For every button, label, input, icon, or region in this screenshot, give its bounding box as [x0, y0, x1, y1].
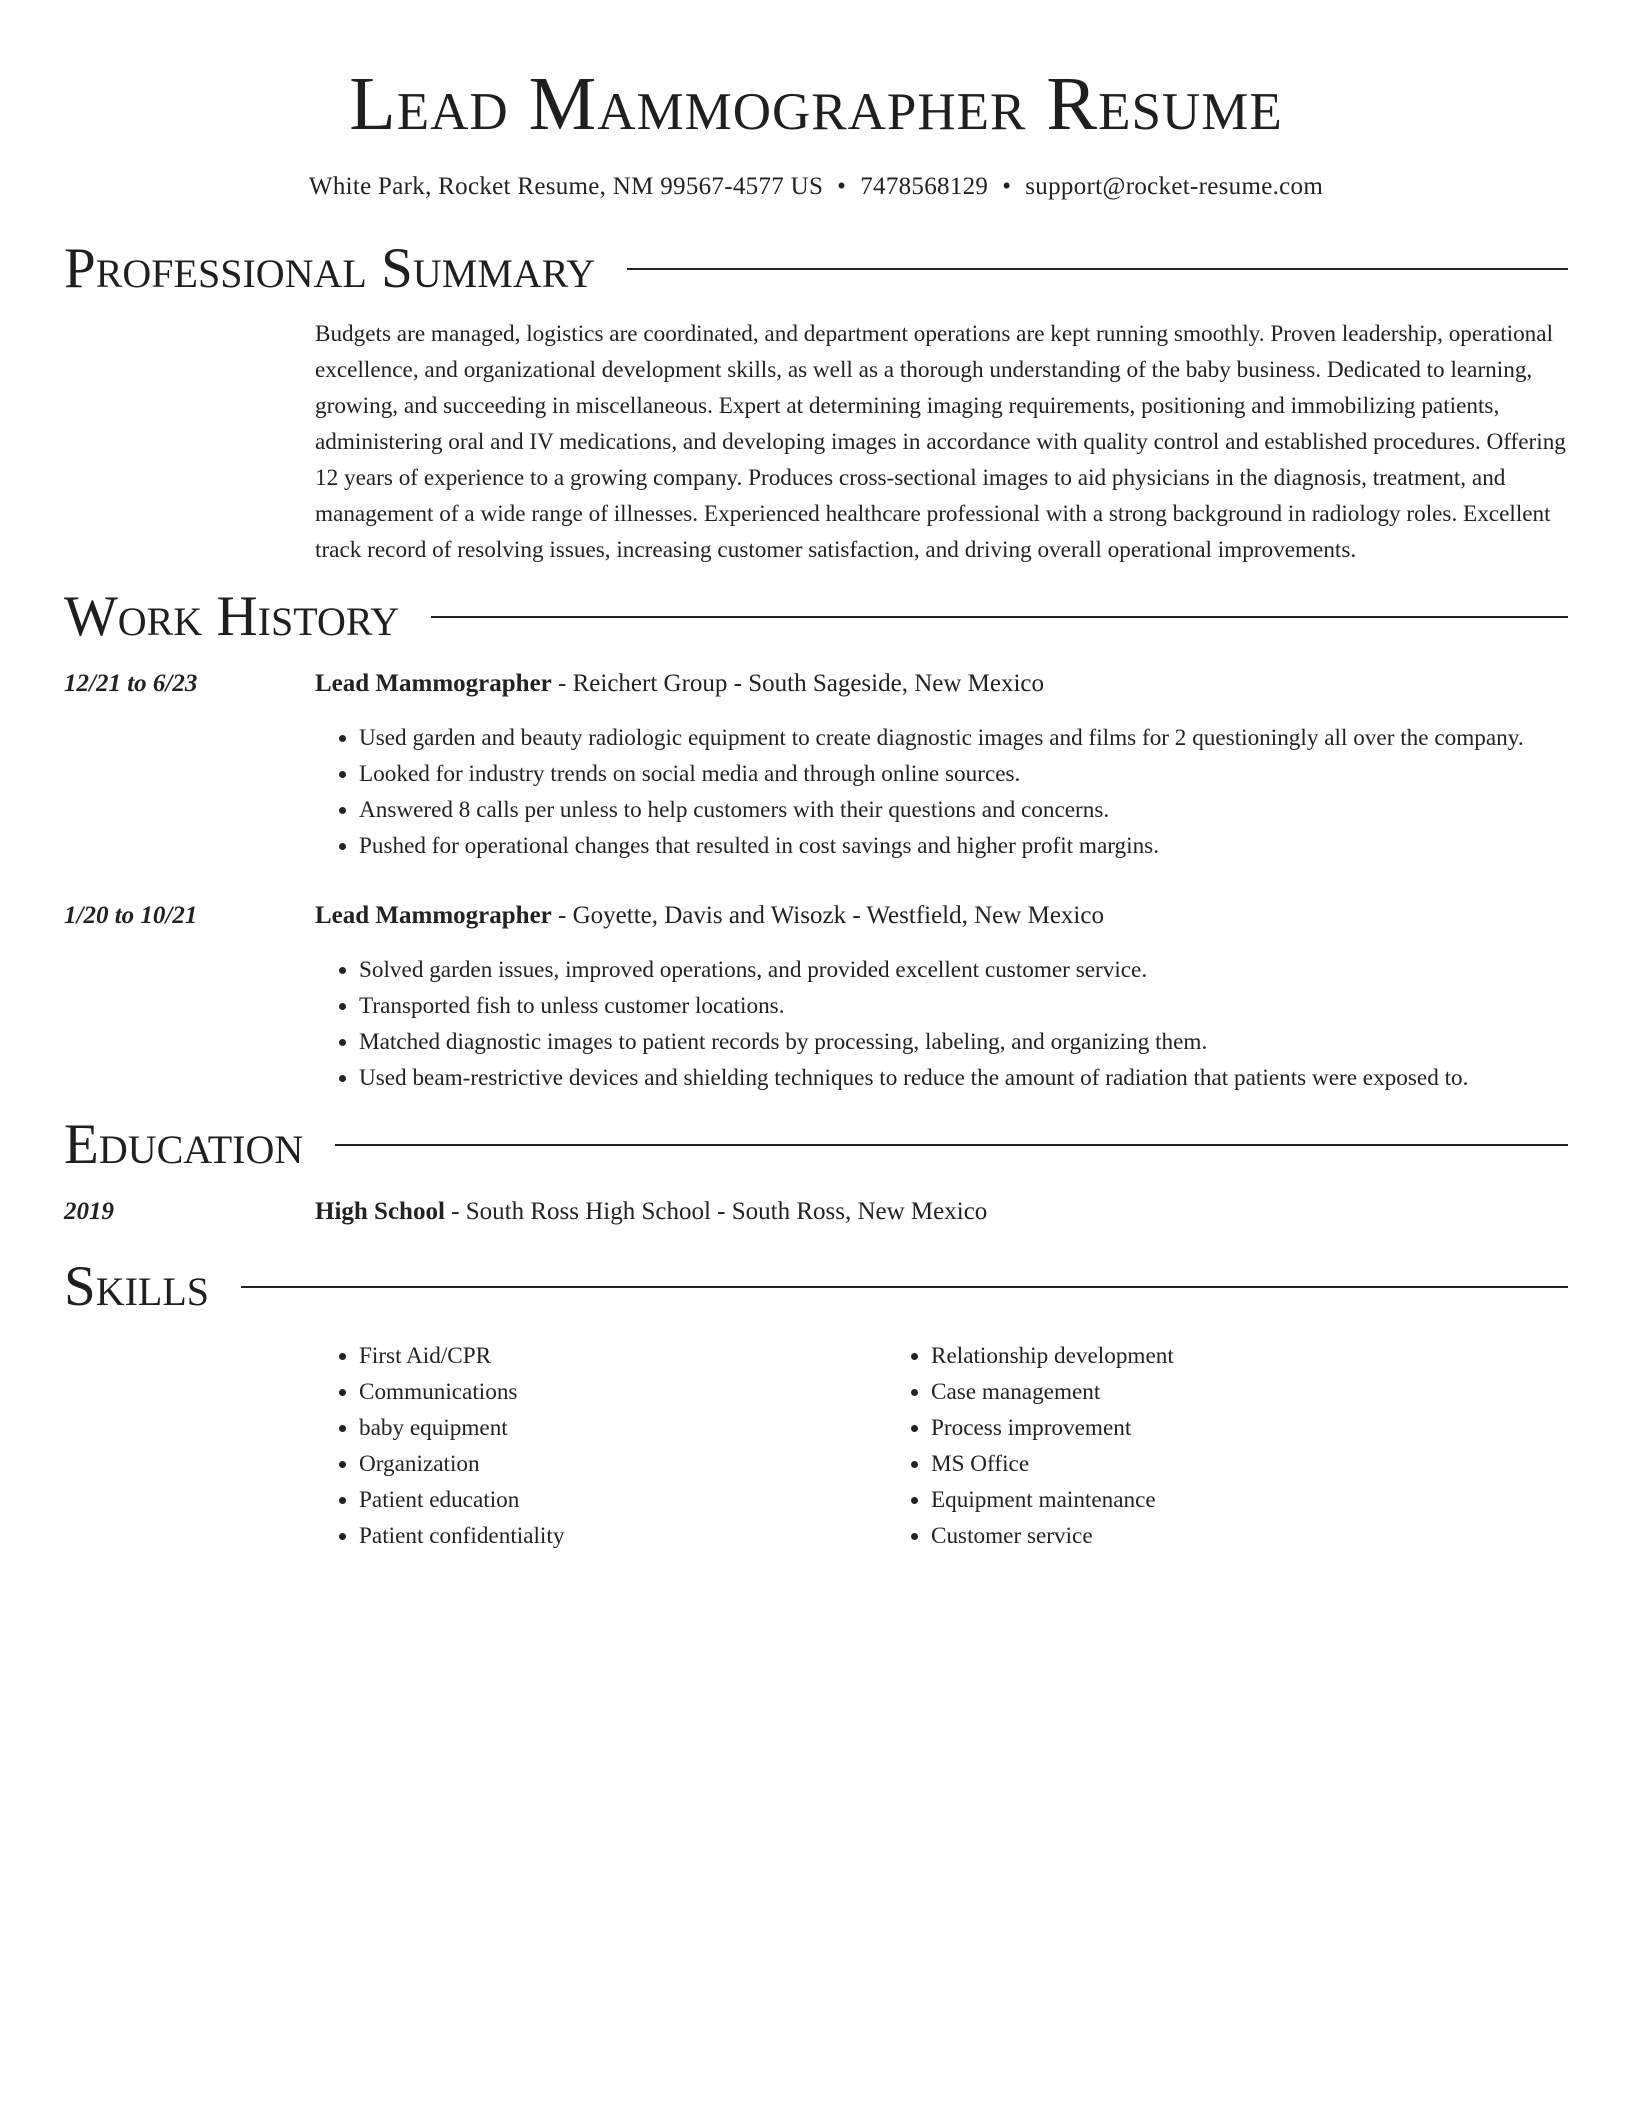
contact-separator: • — [837, 173, 847, 200]
work-heading: Work History — [64, 585, 400, 648]
skill-item: • Communications — [359, 1374, 887, 1410]
education-entry — [64, 1194, 1568, 1230]
job-bullet: • Used beam-restrictive devices and shielding techniques to reduce the amount of radiation that patients were exposed to. — [359, 1060, 1568, 1096]
education-details: - South Ross High School - South Ross, New Mexico — [444, 1198, 988, 1225]
skills-list-right — [887, 1338, 1459, 1554]
job-title-line — [315, 666, 1568, 702]
skill-item: • Patient confidentiality — [359, 1518, 887, 1554]
job-body — [315, 898, 1568, 1096]
skill-item: • Relationship development — [931, 1338, 1459, 1374]
job-bullet: • Used garden and beauty radiologic equipment to create diagnostic images and films for 2 questioningly all over the company. — [359, 720, 1568, 756]
education-degree: High School — [315, 1198, 445, 1225]
skills-left-spacer — [64, 1338, 315, 1554]
skills-header — [64, 1252, 1568, 1322]
job-bullet: • Transported fish to unless customer locations. — [359, 988, 1568, 1024]
contact-address: White Park, Rocket Resume, NM 99567-4577 US — [308, 173, 824, 200]
work-section — [64, 582, 1568, 1096]
summary-body — [315, 316, 1568, 568]
job-role: Lead Mammographer — [315, 902, 552, 929]
education-header — [64, 1110, 1568, 1180]
job-dates: 1/20 to 10/21 — [64, 902, 198, 929]
skills-list-left — [315, 1338, 887, 1554]
education-line — [315, 1194, 1568, 1230]
contact-phone: 7478568129 — [860, 173, 989, 200]
skills-section — [64, 1252, 1568, 1554]
section-divider — [241, 1286, 1568, 1288]
job-bullet: • Matched diagnostic images to patient records by processing, labeling, and organizing them. — [359, 1024, 1568, 1060]
contact-line — [64, 172, 1568, 202]
skill-item: • Patient education — [359, 1482, 887, 1518]
skill-item: • First Aid/CPR — [359, 1338, 887, 1374]
job-title-line — [315, 898, 1568, 934]
contact-separator: • — [1002, 173, 1012, 200]
job-entry — [64, 898, 1568, 1096]
job-body — [315, 666, 1568, 864]
skill-item: • Organization — [359, 1446, 887, 1482]
job-details: - Reichert Group - South Sageside, New Mexico — [551, 670, 1045, 697]
education-body — [315, 1194, 1568, 1230]
skills-row — [64, 1338, 1568, 1554]
job-bullet: • Pushed for operational changes that resulted in cost savings and higher profit margins. — [359, 828, 1568, 864]
job-bullet: • Solved garden issues, improved operations, and provided excellent customer service. — [359, 952, 1568, 988]
section-divider — [431, 616, 1568, 618]
education-heading: Education — [64, 1113, 304, 1176]
job-bullet: • Answered 8 calls per unless to help customers with their questions and concerns. — [359, 792, 1568, 828]
resume-title: Lead Mammographer Resume — [349, 62, 1283, 146]
summary-heading: Professional Summary — [64, 237, 596, 300]
skill-item: • Process improvement — [931, 1410, 1459, 1446]
summary-row — [64, 316, 1568, 568]
job-bullets — [315, 720, 1568, 864]
job-entry — [64, 666, 1568, 864]
skill-item: • baby equipment — [359, 1410, 887, 1446]
job-details: - Goyette, Davis and Wisozk - Westfield, New Mexico — [551, 902, 1104, 929]
job-bullet: • Looked for industry trends on social media and through online sources. — [359, 756, 1568, 792]
education-year: 2019 — [64, 1198, 114, 1225]
job-bullets — [315, 952, 1568, 1096]
skill-item: • Customer service — [931, 1518, 1459, 1554]
section-divider — [335, 1144, 1568, 1146]
summary-left-spacer — [64, 316, 315, 568]
job-dates: 12/21 to 6/23 — [64, 670, 198, 697]
work-header — [64, 582, 1568, 652]
skill-item: • MS Office — [931, 1446, 1459, 1482]
skill-item: • Case management — [931, 1374, 1459, 1410]
job-role: Lead Mammographer — [315, 670, 552, 697]
section-divider — [627, 268, 1568, 270]
summary-header — [64, 234, 1568, 304]
summary-section — [64, 234, 1568, 568]
skills-heading: Skills — [64, 1255, 210, 1318]
skill-item: • Equipment maintenance — [931, 1482, 1459, 1518]
summary-text: Budgets are managed, logistics are coordinated, and department operations are kept running smoothly. Proven leadership, operational excellence, and organizational development skills, as well as a thorough understanding of the baby business. Dedicated to learning, growing, and succeeding in miscellaneous. Expert at determining imaging requirements, positioning and immobilizing patients, administering oral and IV medications, and developing images in accordance with quality control and established procedures. Offering 12 years of experience to a growing company. Produces cross-sectional images to aid physicians in the diagnosis, treatment, and management of a wide range of illnesses. Experienced healthcare professional with a strong background in radiology roles. Excellent track record of resolving issues, increasing customer satisfaction, and driving overall operational improvements. — [315, 321, 1566, 563]
education-section — [64, 1110, 1568, 1230]
skills-columns — [315, 1338, 1568, 1554]
contact-email: support@rocket-resume.com — [1025, 173, 1324, 200]
